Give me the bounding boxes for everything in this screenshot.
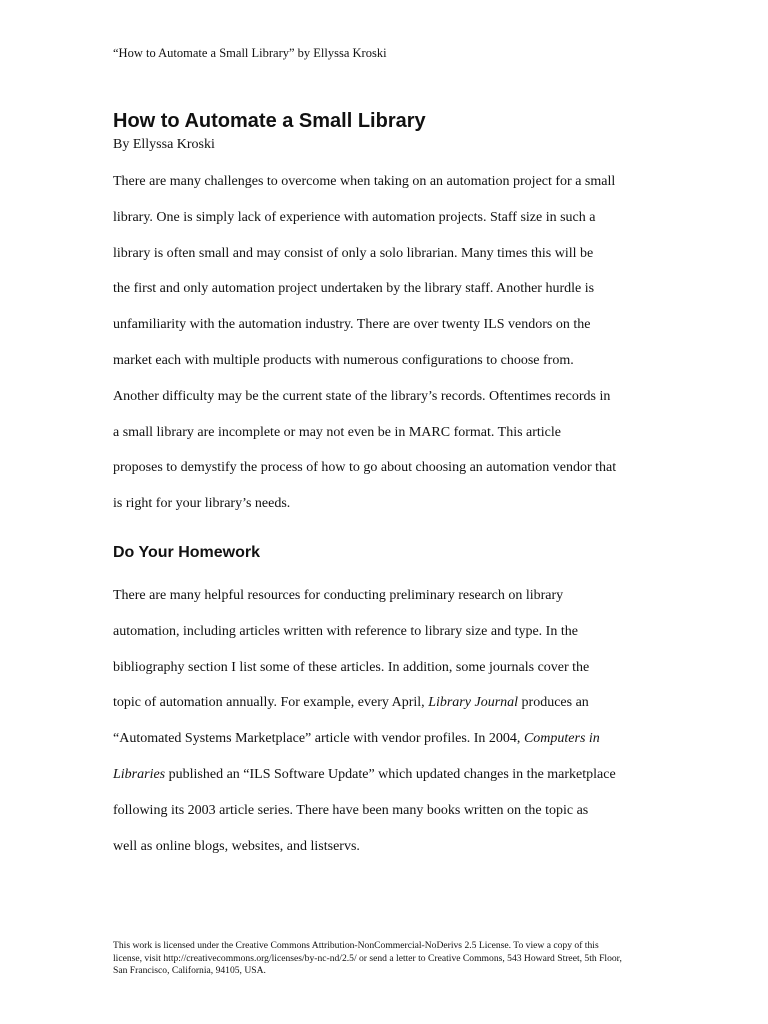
- paragraph-line: proposes to demystify the process of how to go about choosing an automation vendor that: [113, 460, 617, 476]
- byline: By Ellyssa Kroski: [113, 137, 215, 152]
- paragraph-line: There are many challenges to overcome when taking on an automation project for a small: [113, 174, 616, 189]
- paragraph-line: market each with multiple products with numerous configurations to choose from.: [113, 352, 574, 368]
- intro-paragraph: [113, 173, 616, 531]
- footer-line: license, visit http://creativecommons.org/licenses/by-nc-nd/2.5/ or send a letter to Creative Commons, 543 Howard Street, 5th Floor,: [113, 952, 622, 964]
- text-run: topic of automation annually. For example, every April,: [113, 695, 429, 711]
- paragraph-line: well as online blogs, websites, and listservs.: [113, 838, 360, 854]
- paragraph-line: automation, including articles written with reference to library size and type. In the: [113, 623, 578, 639]
- journal-title-computers-in-libraries: Libraries: [113, 766, 166, 782]
- running-header: “How to Automate a Small Library” by Ellyssa Kroski: [113, 46, 387, 60]
- section-heading: Do Your Homework: [113, 544, 260, 561]
- journal-title-computers-in-libraries: Computers in: [523, 731, 600, 747]
- footer-line: San Francisco, California, 94105, USA.: [113, 965, 266, 976]
- paragraph-line: is right for your library’s needs.: [113, 496, 291, 512]
- paragraph-line: [113, 730, 616, 766]
- paragraph-line: Another difficulty may be the current state of the library’s records. Oftentimes records in: [113, 388, 611, 404]
- paragraph-line: [113, 694, 616, 730]
- text-run: “Automated Systems Marketplace” article with vendor profiles. In 2004,: [113, 731, 524, 747]
- paragraph-line: bibliography section I list some of these articles. In addition, some journals cover the: [113, 659, 590, 675]
- text-run: published an “ILS Software Update” which updated changes in the marketplace: [165, 766, 616, 782]
- text-run: produces an: [518, 695, 589, 711]
- homework-paragraph: [113, 587, 616, 873]
- paragraph-line: library. One is simply lack of experience with automation projects. Staff size in such a: [113, 209, 596, 225]
- journal-title-library-journal: Library Journal: [428, 695, 519, 711]
- paragraph-line: unfamiliarity with the automation industry. There are over twenty ILS vendors on the: [113, 317, 591, 333]
- license-footer: [113, 940, 622, 978]
- paragraph-line: following its 2003 article series. There have been many books written on the topic as: [113, 802, 589, 818]
- paragraph-line: library is often small and may consist of only a solo librarian. Many times this will be: [113, 245, 594, 261]
- paragraph-line: There are many helpful resources for conducting preliminary research on library: [113, 588, 564, 603]
- paragraph-line: [113, 766, 616, 802]
- paragraph-line: the first and only automation project undertaken by the library staff. Another hurdle is: [113, 281, 595, 297]
- footer-line: This work is licensed under the Creative Commons Attribution-NonCommercial-NoDerivs 2.5 License. To view a copy of this: [113, 940, 599, 951]
- paragraph-line: a small library are incomplete or may not even be in MARC format. This article: [113, 424, 561, 440]
- article-title: How to Automate a Small Library: [113, 110, 426, 132]
